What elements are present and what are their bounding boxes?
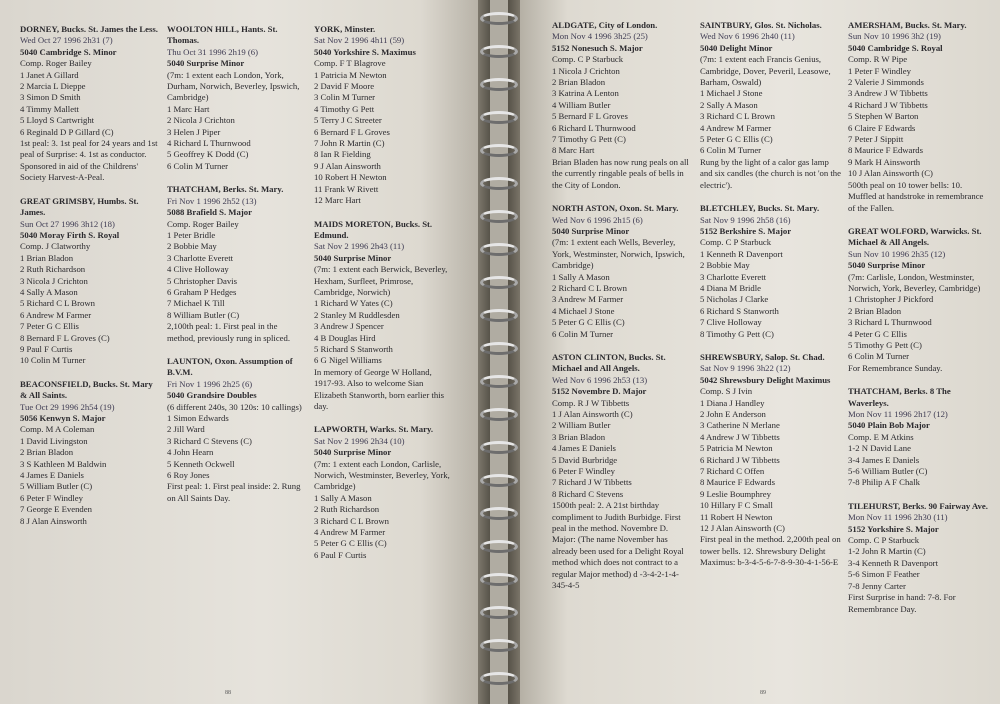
ringer-line: 2 Brian Bladon xyxy=(552,77,606,88)
peal-method: 5088 Brafield S. Major xyxy=(167,207,252,218)
binding-coil xyxy=(480,12,518,25)
peal-entry xyxy=(848,501,989,615)
ringer-line: 4 James E Daniels xyxy=(552,443,616,454)
peal-place: BLETCHLEY, Bucks. St. Mary. xyxy=(700,203,820,214)
ringer-line: 8 Maurice F Edwards xyxy=(700,477,776,488)
ringer-line: 6 Colin M Turner xyxy=(848,351,910,362)
ringer-line: 6 Richard L Thurnwood xyxy=(552,122,636,133)
spiral-binding xyxy=(478,0,520,704)
ringer-line: 5 Peter G C Ellis (C) xyxy=(314,538,387,549)
peal-date: Mon Nov 4 1996 3h25 (25) xyxy=(552,31,648,42)
ringer-line: 3 Andrew J W Tibbetts xyxy=(848,88,928,99)
peal-entry xyxy=(700,20,841,191)
peal-place: NORTH ASTON, Oxon. St. Mary. xyxy=(552,203,679,214)
ringer-line: 6 Claire F Edwards xyxy=(848,122,916,133)
ringer-line: 5 William Butler (C) xyxy=(20,481,93,492)
ringer-line: 7-8 Philip A F Chalk xyxy=(848,477,920,488)
peal-composition: Comp. E M Atkins xyxy=(848,431,914,442)
peal-composition: Comp. C P Starbuck xyxy=(552,54,624,65)
ringer-line: 4 Richard J W Tibbetts xyxy=(848,99,928,110)
binding-coil xyxy=(480,606,518,619)
ringer-line: 5 David Burbridge xyxy=(552,454,618,465)
peal-composition: Comp. C P Starbuck xyxy=(848,535,920,546)
ringer-line: 7 Richard J W Tibbetts xyxy=(552,477,632,488)
peal-place: YORK, Minster. xyxy=(314,24,376,34)
ringer-line: 2 Brian Bladon xyxy=(20,447,74,458)
binding-coil xyxy=(480,342,518,355)
peal-entry xyxy=(314,219,454,413)
ringer-line: 7 Peter J Sippitt xyxy=(848,134,904,145)
ringer-line: 8 J Alan Ainsworth xyxy=(20,515,87,526)
ringer-line: 6 Peter F Windley xyxy=(20,492,83,503)
ringer-line: 6 Bernard F L Groves xyxy=(314,126,390,137)
ringer-line: 3 Catherine N Merlane xyxy=(700,420,780,431)
peal-entry xyxy=(20,24,160,184)
peal-note: Brian Bladen has now rung peals on all the currently ringable peals of bells in the City of London. xyxy=(552,156,689,190)
ringer-line: 5 Peter G C Ellis (C) xyxy=(700,134,773,145)
peal-method: 5040 Yorkshire S. Maximus xyxy=(314,46,416,57)
ringer-line: 3 Richard C L Brown xyxy=(700,111,775,122)
peal-note: 1st peal: 3. 1st peal for 24 years and 1st peal of Surprise: 4. 1st as conductor. Sponsored in aid of the Childrens' Society Harvest-A-Peal. xyxy=(20,138,158,183)
ringer-line: 7 John R Martin (C) xyxy=(314,138,385,149)
peal-note: For Remembrance Sunday. xyxy=(848,362,943,373)
ringer-line: 1 Diana J Handley xyxy=(700,397,765,408)
ringer-line: 4 Timothy G Pett xyxy=(314,103,375,114)
ringer-line: 7 Clive Holloway xyxy=(700,317,762,328)
ringer-line: 10 Hillary F C Small xyxy=(700,500,773,511)
ringer-line: 6 Graham P Hedges xyxy=(167,286,237,297)
peal-date: Tue Oct 29 1996 2h54 (19) xyxy=(20,401,115,412)
ringer-line: 5 Bernard F L Groves xyxy=(552,111,628,122)
ringer-line: 3-4 Kenneth R Davenport xyxy=(848,557,938,568)
text-column xyxy=(700,20,841,627)
peal-place: SHREWSBURY, Salop. St. Chad. xyxy=(700,351,825,362)
ringer-line: 5 Patricia M Newton xyxy=(700,443,773,454)
peal-method: 5040 Grandsire Doubles xyxy=(167,390,257,401)
peal-place: LAUNTON, Oxon. Assumption of B.V.M. xyxy=(167,355,293,378)
text-column xyxy=(20,24,160,573)
ringer-line: 1 Christopher J Pickford xyxy=(848,294,934,305)
ringer-line: 6 Peter F Windley xyxy=(552,466,615,477)
ringer-line: 5 Nicholas J Clarke xyxy=(700,294,769,305)
peal-composition: Comp. S J Ivin xyxy=(700,386,753,397)
peal-entry xyxy=(167,184,307,344)
peal-date: Wed Nov 6 1996 2h15 (6) xyxy=(552,214,643,225)
peal-method: 5056 Kenwyn S. Major xyxy=(20,413,106,423)
peal-composition: Comp. C P Starbuck xyxy=(700,237,772,248)
ringer-line: 4 Peter G C Ellis xyxy=(848,328,907,339)
text-column xyxy=(167,24,307,573)
peal-date: Wed Oct 27 1996 2h31 (7) xyxy=(20,35,113,46)
peal-composition: Comp. R W Pipe xyxy=(848,54,908,65)
ringer-line: 2 Stanley M Ruddlesden xyxy=(314,309,400,320)
ringer-line: 3 Simon D Smith xyxy=(20,92,81,103)
peal-place: SAINTBURY, Glos. St. Nicholas. xyxy=(700,20,822,30)
peal-date: Sun Nov 10 1996 3h2 (19) xyxy=(848,31,941,42)
peal-composition: (7m: Carlisle, London, Westminster, Norwich, York, Beverley, Cambridge) xyxy=(848,271,981,293)
binding-coil xyxy=(480,441,518,454)
peal-entry xyxy=(552,20,693,191)
ringer-line: 3 Nicola J Crichton xyxy=(20,275,88,286)
ringer-line: 3 S Kathleen M Baldwin xyxy=(20,458,107,469)
ringer-line: 6 Reginald D P Gillard (C) xyxy=(20,126,114,137)
peal-date: Sat Nov 9 1996 3h22 (12) xyxy=(700,363,791,374)
binding-coil xyxy=(480,408,518,421)
ringer-line: 1 Peter Bridle xyxy=(167,229,216,240)
peal-note: First Surprise in hand: 7-8. For Remembrance Day. xyxy=(848,592,956,614)
ringer-line: 1-2 John R Martin (C) xyxy=(848,546,926,557)
ringer-line: 9 Mark H Ainsworth xyxy=(848,156,921,167)
binding-coil xyxy=(480,573,518,586)
ringer-line: 3 Colin M Turner xyxy=(314,92,376,103)
ringer-line: 12 Marc Hart xyxy=(314,195,361,206)
ringer-line: 4 Diana M Bridle xyxy=(700,282,762,293)
peal-date: Mon Nov 11 1996 2h30 (11) xyxy=(848,512,948,523)
ringer-line: 12 J Alan Ainsworth (C) xyxy=(700,523,785,534)
ringer-line: 2 Sally A Mason xyxy=(700,99,758,110)
ringer-line: 6 Andrew M Farmer xyxy=(20,309,92,320)
peal-method: 5040 Delight Minor xyxy=(700,42,773,53)
ringer-line: 2 Ruth Richardson xyxy=(314,504,380,515)
ringer-line: 10 Colin M Turner xyxy=(20,355,86,366)
ringer-line: 4 Andrew M Farmer xyxy=(314,527,386,538)
peal-note: First peal: 1. First peal inside: 2. Rung on All Saints Day. xyxy=(167,481,301,503)
ringer-line: 3-4 James E Daniels xyxy=(848,454,920,465)
binding-coil xyxy=(480,507,518,520)
ringer-line: 1 Brian Bladon xyxy=(20,252,74,263)
ringer-line: 2 Ruth Richardson xyxy=(20,264,86,275)
peal-composition: Comp. Roger Bailey xyxy=(167,218,239,229)
ringer-line: 1 Kenneth R Davenport xyxy=(700,248,783,259)
peal-composition: (6 different 240s, 30 120s: 10 callings) xyxy=(167,401,302,412)
ringer-line: 2 William Butler xyxy=(552,420,611,431)
ringer-line: 7 Richard C Offen xyxy=(700,466,765,477)
ringer-line: 2 Jill Ward xyxy=(167,424,205,435)
ringer-line: 8 Richard C Stevens xyxy=(552,488,624,499)
ringer-line: 4 Andrew M Farmer xyxy=(700,122,772,133)
ringer-line: 1 J Alan Ainsworth (C) xyxy=(552,409,633,419)
ringer-line: 7 George E Evenden xyxy=(20,504,92,515)
peal-composition: (7m: 1 extent each London, Carlisle, Norwich, Westminster, Beverley, York, Cambridge) xyxy=(314,458,450,492)
ringer-line: 1 Marc Hart xyxy=(167,103,210,114)
peal-place: THATCHAM, Berks. St. Mary. xyxy=(167,184,284,195)
peal-method: 5040 Surprise Minor xyxy=(314,252,392,263)
peal-composition: Comp. R J W Tibbetts xyxy=(552,397,630,408)
peal-method: 5152 Novembre D. Major xyxy=(552,386,647,397)
binding-coil xyxy=(480,276,518,289)
ringer-line: 3 Helen J Piper xyxy=(167,126,221,137)
peal-place: MAIDS MORETON, Bucks. St. Edmund. xyxy=(314,218,433,240)
peal-place: ASTON CLINTON, Bucks. St. Michael and All Angels. xyxy=(552,351,666,374)
page-number-left: 88 xyxy=(225,690,231,696)
ringer-line: 4 John Hearn xyxy=(167,447,214,458)
ringer-line: 2 Bobbie May xyxy=(700,260,750,271)
ringer-line: 1-2 N David Lane xyxy=(848,443,911,454)
ringer-line: 3 Andrew M Farmer xyxy=(552,294,624,305)
ringer-line: 3 Andrew J Spencer xyxy=(314,321,384,332)
ringer-line: 3 Katrina A Lenton xyxy=(552,88,619,99)
ringer-line: 1 Patricia M Newton xyxy=(314,69,387,80)
ringer-line: 1 Sally A Mason xyxy=(552,271,610,282)
ringer-line: 5 Geoffrey K Dodd (C) xyxy=(167,149,249,160)
peal-composition: (7m: 1 extent each Wells, Beverley, York, Westminster, Norwich, Ipswich, Cambridge) xyxy=(552,237,685,271)
binding-coil xyxy=(480,45,518,58)
ringer-line: 5 Richard S Stanworth xyxy=(314,343,393,354)
peal-entry xyxy=(700,203,841,340)
peal-entry xyxy=(20,379,160,527)
ringer-line: 6 Richard S Stanworth xyxy=(700,305,779,316)
text-column xyxy=(314,24,454,573)
ringer-line: 1 Nicola J Crichton xyxy=(552,65,620,76)
peal-composition: Comp. M A Coleman xyxy=(20,424,95,435)
peal-date: Sat Nov 9 1996 2h58 (16) xyxy=(700,214,791,225)
peal-date: Wed Nov 6 1996 2h53 (13) xyxy=(552,374,648,385)
ringer-line: 9 Leslie Boumphrey xyxy=(700,488,771,499)
left-columns xyxy=(20,24,478,573)
text-column xyxy=(848,20,989,627)
peal-place: WOOLTON HILL, Hants. St. Thomas. xyxy=(167,24,278,46)
ringer-line: 2 Bobbie May xyxy=(167,241,217,252)
ringer-line: 7 Michael K Till xyxy=(167,298,225,309)
ringer-line: 1 Sally A Mason xyxy=(314,492,372,503)
ringer-line: 8 Ian R Fielding xyxy=(314,149,371,160)
peal-place: LAPWORTH, Warks. St. Mary. xyxy=(314,424,433,435)
peal-method: 5040 Surprise Minor xyxy=(167,58,245,69)
binding-coil xyxy=(480,78,518,91)
page-number-right: 89 xyxy=(760,690,766,696)
peal-note: In memory of George W Holland, 1917-93. Also to welcome Sian Elizabeth Stanworth, born earlier this day. xyxy=(314,366,445,411)
ringer-line: 6 Colin M Turner xyxy=(700,145,762,156)
peal-composition: (7m: 1 extent each London, York, Durham, Norwich, Beverley, Ipswich, Cambridge) xyxy=(167,69,300,103)
ringer-line: 6 Colin M Turner xyxy=(552,328,614,339)
peal-method: 5040 Moray Firth S. Royal xyxy=(20,229,120,240)
peal-date: Sat Nov 2 1996 4h11 (59) xyxy=(314,35,405,46)
peal-method: 5152 Berkshire S. Major xyxy=(700,225,792,236)
ringer-line: 2 Brian Bladon xyxy=(848,305,902,316)
ringer-line: 6 Richard J W Tibbetts xyxy=(700,454,780,465)
binding-coil xyxy=(480,210,518,223)
peal-note: 1500th peal: 2. A 21st birthday compliment to Judith Burbidge. First peal in the method. Novembre D. Major: (The name November has already been used for a Delight Royal method which does not contract to a regular Major method) d -3-4-2-1-4-345-4-5 xyxy=(552,500,684,591)
peal-place: TILEHURST, Berks. 90 Fairway Ave. xyxy=(848,500,988,511)
peal-note: 500th peal on 10 tower bells: 10. Muffled at handstroke in remembrance of the Fallen. xyxy=(848,179,984,213)
peal-entry xyxy=(552,352,693,592)
binding-coil xyxy=(480,144,518,157)
binding-coil xyxy=(480,639,518,652)
peal-entry xyxy=(167,356,307,504)
ringer-line: 4 William Butler xyxy=(552,99,611,110)
peal-method: 5040 Cambridge S. Minor xyxy=(20,46,117,57)
ringer-line: 8 Timothy G Pett (C) xyxy=(700,328,774,339)
ringer-line: 3 Richard L Thurnwood xyxy=(848,317,932,328)
peal-composition: Comp. Roger Bailey xyxy=(20,58,92,69)
binding-coil xyxy=(480,243,518,256)
ringer-line: 1 David Livingston xyxy=(20,435,88,446)
peal-place: ALDGATE, City of London. xyxy=(552,20,658,30)
peal-method: 5152 Nonesuch S. Major xyxy=(552,42,643,53)
text-column xyxy=(552,20,693,627)
ringer-line: 5 Christopher Davis xyxy=(167,275,237,286)
ringer-line: 4 James E Daniels xyxy=(20,470,84,481)
ringer-line: 5 Kenneth Ockwell xyxy=(167,458,235,469)
ringer-line: 7 Peter G C Ellis xyxy=(20,321,79,332)
ringer-line: 9 J Alan Ainsworth xyxy=(314,160,381,171)
ringer-line: 6 G Nigel Williams xyxy=(314,355,382,366)
peal-place: BEACONSFIELD, Bucks. St. Mary & All Saints. xyxy=(20,378,153,401)
peal-place: AMERSHAM, Bucks. St. Mary. xyxy=(848,20,967,30)
ringer-line: 2 David F Moore xyxy=(314,81,375,92)
ringer-line: 5-6 Simon F Feather xyxy=(848,569,920,580)
ringer-line: 10 J Alan Ainsworth (C) xyxy=(848,168,933,179)
ringer-line: 11 Robert H Newton xyxy=(700,511,773,522)
ringer-line: 8 Maurice F Edwards xyxy=(848,145,924,156)
peal-composition: (7m: 1 extent each Berwick, Beverley, Hexham, Surfleet, Primrose, Cambridge, Norwich) xyxy=(314,264,448,297)
ringer-line: 2 Marcia L Dieppe xyxy=(20,81,86,92)
peal-entry xyxy=(848,386,989,489)
peal-composition: Comp. J Clatworthy xyxy=(20,241,91,252)
binding-coil xyxy=(480,177,518,190)
ringer-line: 5 Peter G C Ellis (C) xyxy=(552,317,625,328)
peal-place: THATCHAM, Berks. 8 The Waverleys. xyxy=(848,386,951,408)
ringer-line: 5-6 William Butler (C) xyxy=(848,466,928,477)
ringer-line: 9 Paul F Curtis xyxy=(20,343,73,354)
peal-method: 5040 Surprise Minor xyxy=(848,260,926,271)
ringer-line: 3 Richard C L Brown xyxy=(314,515,389,526)
ringer-line: 4 B Douglas Hird xyxy=(314,332,376,343)
ringer-line: 5 Lloyd S Cartwright xyxy=(20,115,95,126)
binding-coil xyxy=(480,474,518,487)
peal-method: 5040 Cambridge S. Royal xyxy=(848,42,943,53)
ringer-line: 4 Clive Holloway xyxy=(167,264,229,275)
ringer-line: 1 Simon Edwards xyxy=(167,413,229,423)
left-page xyxy=(0,0,478,704)
binding-coil xyxy=(480,540,518,553)
peal-entry xyxy=(314,424,454,561)
ringer-line: 1 Richard W Yates (C) xyxy=(314,298,393,309)
binding-coil xyxy=(480,375,518,388)
ringer-line: 1 Peter F Windley xyxy=(848,65,911,76)
right-page xyxy=(520,0,1000,704)
peal-entry xyxy=(552,203,693,340)
ringer-line: 7 Timothy G Pett (C) xyxy=(552,134,626,145)
binding-coil xyxy=(480,111,518,124)
ringer-line: 5 Timothy G Pett (C) xyxy=(848,339,922,350)
peal-method: 5040 Surprise Minor xyxy=(552,225,630,236)
ringer-line: 4 Sally A Mason xyxy=(20,286,78,297)
ringer-line: 3 Charlotte Everett xyxy=(700,271,767,282)
binding-coil xyxy=(480,309,518,322)
peal-note: Rung by the light of a calor gas lamp and six candles (the church is not 'on the electric'). xyxy=(700,156,842,190)
peal-method: 5040 Plain Bob Major xyxy=(848,420,930,431)
peal-date: Sat Nov 2 1996 2h43 (11) xyxy=(314,241,405,252)
ringer-line: 1 Michael J Stone xyxy=(700,88,763,99)
peal-date: Mon Nov 11 1996 2h17 (12) xyxy=(848,409,948,419)
peal-place: DORNEY, Bucks. St. James the Less. xyxy=(20,24,158,34)
peal-entry xyxy=(700,352,841,569)
peal-date: Sat Nov 2 1996 2h34 (10) xyxy=(314,435,405,446)
ringer-line: 5 Richard C L Brown xyxy=(20,298,95,309)
peal-entry xyxy=(314,24,454,207)
peal-note: First peal in the method. 2,200th peal on tower bells. 12. Shrewsbury Delight Maximus: b-3-4-5-6-7-8-9-30-4-1-56-E xyxy=(700,534,841,568)
ringer-line: 6 Roy Jones xyxy=(167,470,210,481)
peal-composition: Comp. F T Blagrove xyxy=(314,58,386,69)
ringer-line: 2 Nicola J Crichton xyxy=(167,115,235,126)
peal-date: Thu Oct 31 1996 2h19 (6) xyxy=(167,46,258,57)
peal-place: GREAT WOLFORD, Warwicks. St. Michael & All Angels. xyxy=(848,225,982,248)
right-columns xyxy=(552,20,1000,627)
ringer-line: 3 Charlotte Everett xyxy=(167,252,234,263)
peal-entry xyxy=(20,196,160,367)
peal-entry xyxy=(167,24,307,172)
ringer-line: 3 Brian Bladon xyxy=(552,431,606,442)
ringer-line: 6 Colin M Turner xyxy=(167,160,229,171)
peal-date: Fri Nov 1 1996 2h25 (6) xyxy=(167,378,253,389)
ringer-line: 4 Michael J Stone xyxy=(552,305,615,316)
peal-composition: (7m: 1 extent each Francis Genius, Cambridge, Dover, Peveril, Leasowe, Barham, Oswald) xyxy=(700,54,831,88)
peal-date: Sun Nov 10 1996 2h35 (12) xyxy=(848,248,946,259)
ringer-line: 4 Timmy Mallett xyxy=(20,103,79,114)
ringer-line: 5 Stephen W Barton xyxy=(848,111,919,122)
peal-entry xyxy=(848,226,989,374)
ringer-line: 3 Richard C Stevens (C) xyxy=(167,435,252,446)
peal-method: 5040 Surprise Minor xyxy=(314,447,392,458)
peal-date: Wed Nov 6 1996 2h40 (11) xyxy=(700,31,795,42)
peal-date: Fri Nov 1 1996 2h52 (13) xyxy=(167,195,257,206)
ringer-line: 2 Valerie J Simmonds xyxy=(848,77,924,88)
peal-note: 2,100th peal: 1. First peal in the method, previously rung in spliced. xyxy=(167,321,291,343)
binding-coil xyxy=(480,672,518,685)
ringer-line: 1 Janet A Gillard xyxy=(20,69,79,80)
ringer-line: 8 William Butler (C) xyxy=(167,309,240,320)
peal-entry xyxy=(848,20,989,214)
ringer-line: 8 Marc Hart xyxy=(552,145,595,156)
ringer-line: 10 Robert H Newton xyxy=(314,172,387,183)
ringer-line: 2 Richard C L Brown xyxy=(552,282,627,293)
ringer-line: 7-8 Jenny Carter xyxy=(848,580,906,591)
peal-method: 5042 Shrewsbury Delight Maximus xyxy=(700,374,831,385)
ringer-line: 2 John E Anderson xyxy=(700,409,766,419)
ringer-line: 4 Richard L Thurnwood xyxy=(167,138,251,149)
ringer-line: 8 Bernard F L Groves (C) xyxy=(20,332,110,343)
ringer-line: 11 Frank W Rivett xyxy=(314,183,379,194)
ringer-line: 5 Terry J C Streeter xyxy=(314,115,382,126)
ringer-line: 6 Paul F Curtis xyxy=(314,549,367,560)
peal-date: Sun Oct 27 1996 3h12 (18) xyxy=(20,218,115,229)
peal-method: 5152 Yorkshire S. Major xyxy=(848,523,939,534)
peal-place: GREAT GRIMSBY, Humbs. St. James. xyxy=(20,195,139,218)
ringer-line: 4 Andrew J W Tibbetts xyxy=(700,431,780,442)
